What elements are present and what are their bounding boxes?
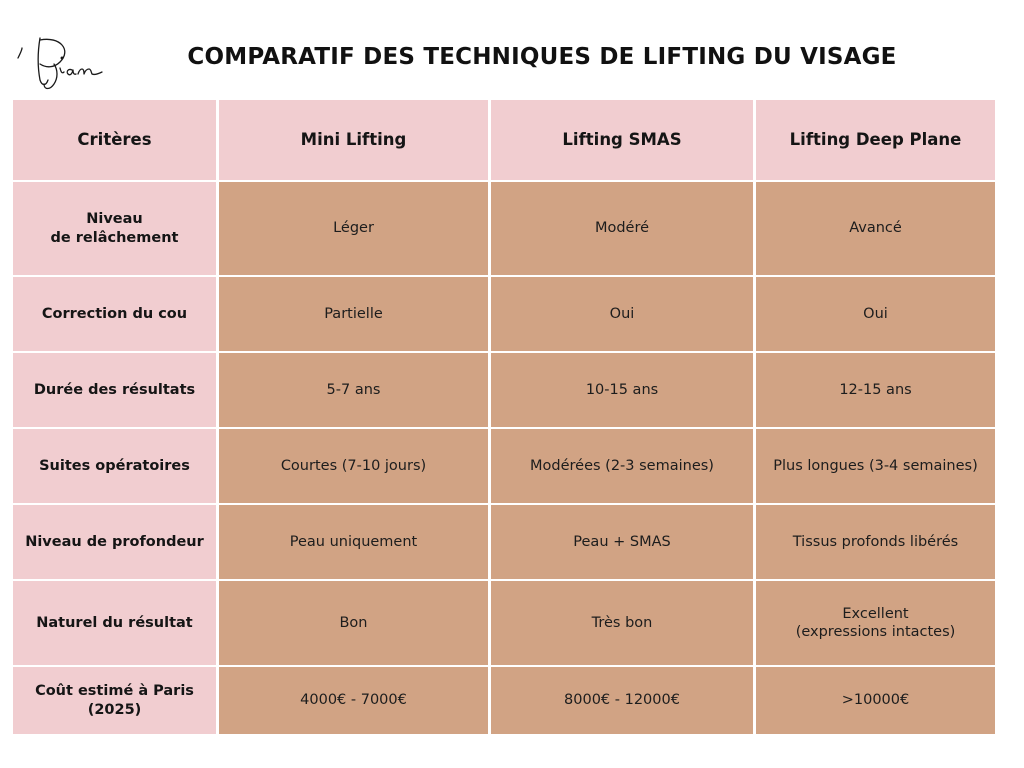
header-criteria: Critères <box>13 100 216 180</box>
table-cell: Avancé <box>756 182 995 275</box>
table-cell: 5-7 ans <box>219 353 488 427</box>
table-cell: 8000€ - 12000€ <box>491 667 753 734</box>
brand-logo <box>10 28 110 94</box>
table-cell: Modéré <box>491 182 753 275</box>
header-lifting-deep-plane: Lifting Deep Plane <box>756 100 995 180</box>
signature-logo-icon <box>10 28 110 94</box>
criterion-niveau-relachement: Niveau de relâchement <box>13 182 216 275</box>
header-mini-lifting: Mini Lifting <box>219 100 488 180</box>
table-cell: >10000€ <box>756 667 995 734</box>
comparison-table <box>13 100 995 740</box>
table-cell: Bon <box>219 581 488 665</box>
page-title: COMPARATIF DES TECHNIQUES DE LIFTING DU VISAGE <box>187 44 897 70</box>
criterion-correction-cou: Correction du cou <box>13 277 216 351</box>
table-cell: Excellent (expressions intactes) <box>756 581 995 665</box>
criterion-duree-resultats: Durée des résultats <box>13 353 216 427</box>
table-cell: Plus longues (3-4 semaines) <box>756 429 995 503</box>
header-lifting-smas: Lifting SMAS <box>491 100 753 180</box>
table-cell: Peau + SMAS <box>491 505 753 579</box>
table-cell: 12-15 ans <box>756 353 995 427</box>
table-cell: 4000€ - 7000€ <box>219 667 488 734</box>
table-cell: 10-15 ans <box>491 353 753 427</box>
table-cell: Tissus profonds libérés <box>756 505 995 579</box>
criterion-niveau-profondeur: Niveau de profondeur <box>13 505 216 579</box>
table-cell: Très bon <box>491 581 753 665</box>
criterion-naturel-resultat: Naturel du résultat <box>13 581 216 665</box>
table-cell: Peau uniquement <box>219 505 488 579</box>
criterion-suites-operatoires: Suites opératoires <box>13 429 216 503</box>
table-cell: Oui <box>756 277 995 351</box>
table-cell: Oui <box>491 277 753 351</box>
table-cell: Courtes (7-10 jours) <box>219 429 488 503</box>
table-cell: Modérées (2-3 semaines) <box>491 429 753 503</box>
criterion-cout-estime: Coût estimé à Paris (2025) <box>13 667 216 734</box>
table-cell: Léger <box>219 182 488 275</box>
table-cell: Partielle <box>219 277 488 351</box>
